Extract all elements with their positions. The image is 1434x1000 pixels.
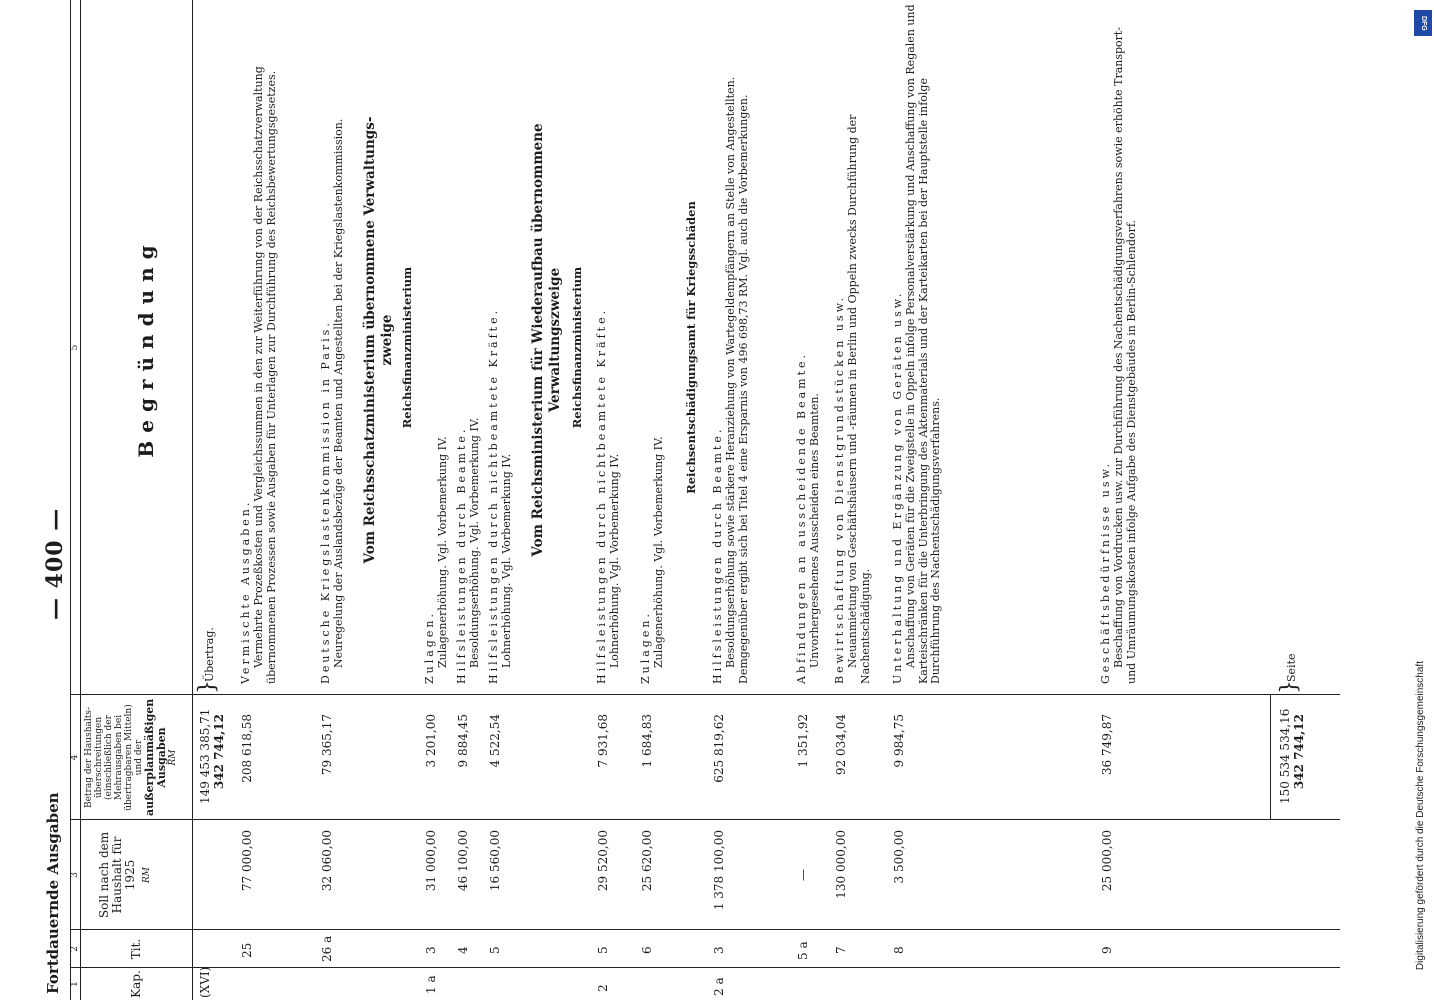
- digitization-credit-text: Digitalisierung gefördert durch die Deutsche Forschungsgemeinschaft: [1415, 660, 1426, 970]
- soll-header-text: Soll nach dem Haushalt für 1925: [97, 831, 137, 919]
- row-soll: 1 378 100,00: [712, 830, 726, 911]
- row-soll: 16 560,00: [488, 830, 502, 892]
- row-amount: 625 819,62: [712, 714, 726, 783]
- row-tit: 3: [712, 946, 726, 954]
- col-divider-3: [70, 819, 1340, 820]
- row-amount: 9 884,45: [456, 714, 470, 768]
- ministry-heading: Reichsfinanzministerium: [400, 266, 414, 429]
- row-tit: 5 a: [796, 941, 810, 960]
- total-rule: [1270, 695, 1271, 820]
- row-lead: Vermischte Ausgaben.: [239, 499, 252, 684]
- header-bottom-rule: [192, 0, 193, 1000]
- row-tit: 9: [1100, 946, 1114, 954]
- row-lead: Bewirtschaftung von Dienstgrundstücken usw.: [833, 294, 846, 684]
- row-text: Unvorhergesehenes Ausscheiden eines Beamten.: [808, 393, 821, 668]
- row-amount: 36 749,87: [1100, 714, 1114, 776]
- row-lead: Zulagen.: [423, 611, 436, 684]
- row-tit: 26 a: [320, 935, 334, 962]
- row-lead: Deutsche Kriegslastenkommission in Paris.: [319, 320, 332, 684]
- row-lead: Hilfsleistungen durch Beamte.: [455, 426, 468, 684]
- row-soll: 77 000,00: [240, 830, 254, 892]
- row-soll: 3 500,00: [892, 830, 906, 884]
- row-tit: 6: [640, 946, 654, 954]
- row-text: Neuanmietung von Geschäftshäusern und -räumen in Berlin und Oppeln zwecks Durchführung der Nachentschädigung.: [846, 114, 872, 684]
- row-lead: Zulagen.: [639, 611, 652, 684]
- betrag-header: [84, 699, 178, 816]
- carry-amount: 149 453 385,71: [198, 708, 212, 804]
- row-amount: 1 684,83: [640, 714, 654, 768]
- col-divider-4: [70, 694, 1340, 695]
- ministry-heading: Reichsfinanzministerium: [570, 266, 584, 429]
- page-number: — 400 —: [42, 507, 68, 620]
- row-text: Lohnerhöhung. Vgl. Vorbemerkung IV.: [500, 453, 513, 668]
- section-heading: Vom Reichsministerium für Wiederaufbau übernommene Verwaltungszweige: [530, 123, 563, 557]
- colnum-2: 2: [70, 946, 80, 952]
- row-lead: Hilfsleistungen durch nichtbeamtete Kräfte.: [595, 307, 608, 684]
- soll-unit: RM: [142, 867, 152, 883]
- colnum-3: 3: [70, 872, 80, 878]
- row-soll: 130 000,00: [834, 830, 848, 899]
- ministry-heading: Reichsentschädigungsamt für Kriegsschäden: [684, 201, 698, 494]
- row-soll: 25 620,00: [640, 830, 654, 892]
- row-kap: 1 a: [424, 975, 438, 994]
- colnum-1: 1: [70, 981, 80, 987]
- soll-header: [98, 830, 154, 920]
- row-amount: 3 201,00: [424, 714, 438, 768]
- row-amount: 208 618,58: [240, 714, 254, 783]
- row-lead: Unterhaltung und Ergänzung von Geräten usw.: [891, 290, 904, 684]
- row-text: Lohnerhöhung. Vgl. Vorbemerkung IV.: [608, 453, 621, 668]
- total-amount-bold: 342 744,12: [1292, 714, 1306, 790]
- row-lead: Hilfsleistungen durch Beamte.: [711, 426, 724, 684]
- colnum-rule: [80, 0, 81, 1000]
- carry-amount-bold: 342 744,12: [212, 714, 226, 790]
- total-amount: 150 534 534,16: [1278, 708, 1292, 804]
- row-text: Besoldungserhöhung. Vgl. Vorbemerkung IV.: [468, 417, 481, 668]
- row-kap: 2: [596, 984, 610, 992]
- row-soll: 31 000,00: [424, 830, 438, 892]
- row-tit: 7: [834, 946, 848, 954]
- row-text: Beschaffung von Vordrucken usw. zur Durchführung des Nachentschädigungsverfahrens sowie erhöhte Transport- und Umräumungskosten infolge Aufgabe des Dienstgebäudes in Berlin-Schlendorf.: [1112, 26, 1138, 684]
- begruendung-header: Begründung: [134, 237, 158, 458]
- row-tit: 3: [424, 946, 438, 954]
- dfg-logo: DFG: [1414, 10, 1432, 36]
- carry-kap: (XVI): [198, 966, 212, 998]
- row-soll: 29 520,00: [596, 830, 610, 892]
- carry-brace: }: [195, 680, 220, 694]
- row-text: Neuregelung der Auslandsbezüge der Beamten und Angestellten bei der Kriegslastenkommission.: [332, 118, 345, 668]
- row-soll: 32 060,00: [320, 830, 334, 892]
- row-tit: 4: [456, 946, 470, 954]
- carry-text: Übertrag.: [203, 627, 216, 682]
- row-amount: 9 984,75: [892, 714, 906, 768]
- digitization-credit: [1406, 10, 1432, 990]
- row-soll: 46 100,00: [456, 830, 470, 892]
- kap-header: Kap.: [129, 970, 143, 998]
- row-text: Zulagenerhöhung. Vgl. Vorbemerkung IV.: [652, 436, 665, 668]
- total-text: Seite: [1285, 653, 1298, 682]
- betrag-unit: RM: [168, 749, 178, 766]
- row-amount: 79 365,17: [320, 714, 334, 776]
- row-amount: 92 034,04: [834, 714, 848, 776]
- row-kap: 2 a: [712, 977, 726, 996]
- total-brace: }: [1277, 680, 1302, 694]
- budget-page: [40, 0, 1374, 1000]
- row-tit: 5: [488, 946, 502, 954]
- row-text: Vermehrte Prozeßkosten und Vergleichssummen in den zur Weiterführung von der Reichsschatzverwaltung übernommenen Prozessen sowie Ausgaben für Unterlagen zur Durchführung des Reichsbewertungsgesetzes.: [252, 66, 278, 684]
- row-text: Besoldungserhöhung sowie stärkere Heranziehung von Wartegeldempfängern an Stelle von Angestellten. Demgegenüber ergibt sich bei Titel 4 eine Ersparnis von 496 698,73 RM. Vgl. auch die Vorbemerkungen.: [724, 76, 750, 684]
- colnum-4: 4: [70, 754, 80, 761]
- row-soll: —: [796, 869, 810, 881]
- col-divider-1: [70, 967, 1340, 968]
- tit-header: Tit.: [129, 938, 143, 960]
- row-text: Zulagenerhöhung. Vgl. Vorbemerkung IV.: [436, 436, 449, 668]
- digitization-credit-inner: [1406, 10, 1430, 990]
- row-tit: 8: [892, 946, 906, 954]
- row-lead: Geschäftsbedürfnisse usw.: [1099, 460, 1112, 684]
- betrag-header-text: Betrag der Haushalts- überschreitungen (einschließlich der Mehrausgaben bei übertragbaren Mitteln) und der: [84, 704, 144, 811]
- row-amount: 1 351,92: [796, 714, 810, 768]
- col-divider-2: [70, 929, 1340, 930]
- section-heading: Vom Reichsschatzministerium übernommene Verwaltungs- zweige: [362, 116, 395, 564]
- row-soll: 25 000,00: [1100, 830, 1114, 892]
- betrag-header-bold: außerplanmäßigen Ausgaben: [143, 698, 168, 816]
- row-amount: 4 522,54: [488, 714, 502, 768]
- row-text: Anschaffung von Geräten für die Zweigstelle in Oppeln infolge Personalverstärkung und Anschaffung von Regalen und Karteischränken für die Unterbringung des Aktenmaterials und der Karteikarten bei der Hauptstelle infolge Durchführung des Nachentschädigungsverfahrens.: [904, 4, 942, 684]
- row-lead: Hilfsleistungen durch nichtbeamtete Kräfte.: [487, 307, 500, 684]
- running-header: Fortdauernde Ausgaben: [44, 792, 62, 994]
- row-amount: 7 931,68: [596, 714, 610, 768]
- row-tit: 5: [596, 946, 610, 954]
- colnum-5: 5: [70, 344, 80, 351]
- row-tit: 25: [240, 942, 254, 958]
- row-lead: Abfindungen an ausscheidende Beamte.: [795, 351, 808, 684]
